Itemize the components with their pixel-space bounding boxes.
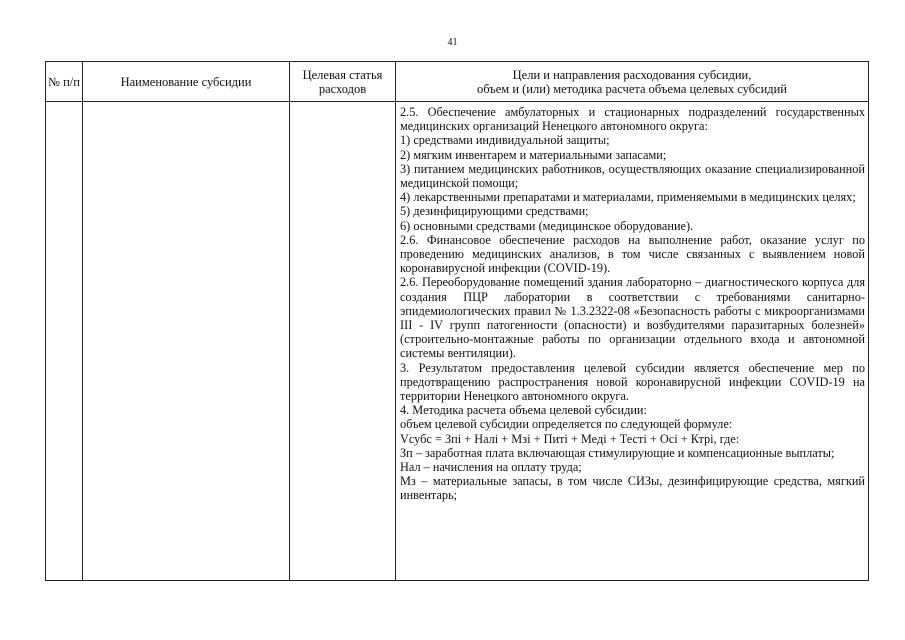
paragraph: 3) питанием медицинских работников, осуществляющих оказание специализированной медицинской помощи; — [400, 161, 865, 191]
paragraph: Мз – материальные запасы, в том числе СИЗы, дезинфицирующие средства, мягкий инвентарь; — [400, 474, 865, 503]
formula: Vсубс = Зпi + Налi + Мзi + Питi + Медi + Тестi + Осi + Ктрi, где: — [400, 431, 740, 446]
paragraph: 5) дезинфицирующими средствами; — [400, 204, 589, 219]
header-name: Наименование субсидии — [83, 62, 290, 102]
subsidy-table — [45, 61, 869, 581]
paragraph: 3. Результатом предоставления целевой субсидии является обеспечение мер по предотвращению распространения новой коронавирусной инфекции COVID-19 на территории Ненецкого автономного округа. — [400, 360, 865, 404]
paragraph: 2.5. Обеспечение амбулаторных и стационарных подразделений государственных медицинских организаций Ненецкого автономного округа: — [400, 105, 865, 134]
header-num: № п/п — [46, 62, 83, 102]
paragraph: 1) средствами индивидуальной защиты; — [400, 133, 610, 148]
paragraph: Зп – заработная плата включающая стимулирующие и компенсационные выплаты; — [400, 445, 835, 460]
header-article: Целевая статья расходов — [290, 62, 396, 102]
page-number: 41 — [447, 37, 458, 48]
table-header-row — [46, 62, 869, 102]
header-goals-line2: объем и (или) методика расчета объема целевых субсидий — [476, 81, 787, 96]
cell-article — [290, 102, 396, 581]
cell-num — [46, 102, 83, 581]
paragraph: Нал – начисления на оплату труда; — [400, 460, 582, 475]
paragraph: объем целевой субсидии определяется по следующей формуле: — [400, 417, 733, 432]
table-row — [46, 102, 869, 581]
paragraph: 2.6. Переоборудование помещений здания лабораторно – диагностического корпуса для создания ПЦР лаборатории в соответствии с требованиями санитарно-эпидемиологических правил № 1.3.2322-08 «Безопасность работы с микроорганизмами III - IV групп патогенности (опасности) и возбудителями паразитарных болезней» (строительно-монтажные работы по организации отдельного входа и автономной системы вентиляции). — [400, 275, 865, 361]
paragraph: 6) основными средствами (медицинское оборудование). — [400, 218, 694, 233]
paragraph: 4) лекарственными препаратами и материалами, применяемыми в медицинских целях; — [400, 190, 856, 205]
cell-goals — [396, 102, 869, 581]
cell-name — [83, 102, 290, 581]
paragraph: 4. Методика расчета объема целевой субсидии: — [400, 403, 647, 418]
header-goals-line1: Цели и направления расходования субсидии, — [512, 67, 752, 82]
header-goals — [396, 62, 869, 102]
paragraph: 2) мягким инвентарем и материальными запасами; — [400, 147, 667, 162]
paragraph: 2.6. Финансовое обеспечение расходов на выполнение работ, оказание услуг по проведению медицинских анализов, в том числе связанных с выявлением новой коронавирусной инфекции (COVID-19). — [400, 232, 865, 276]
goals-content — [396, 102, 868, 503]
